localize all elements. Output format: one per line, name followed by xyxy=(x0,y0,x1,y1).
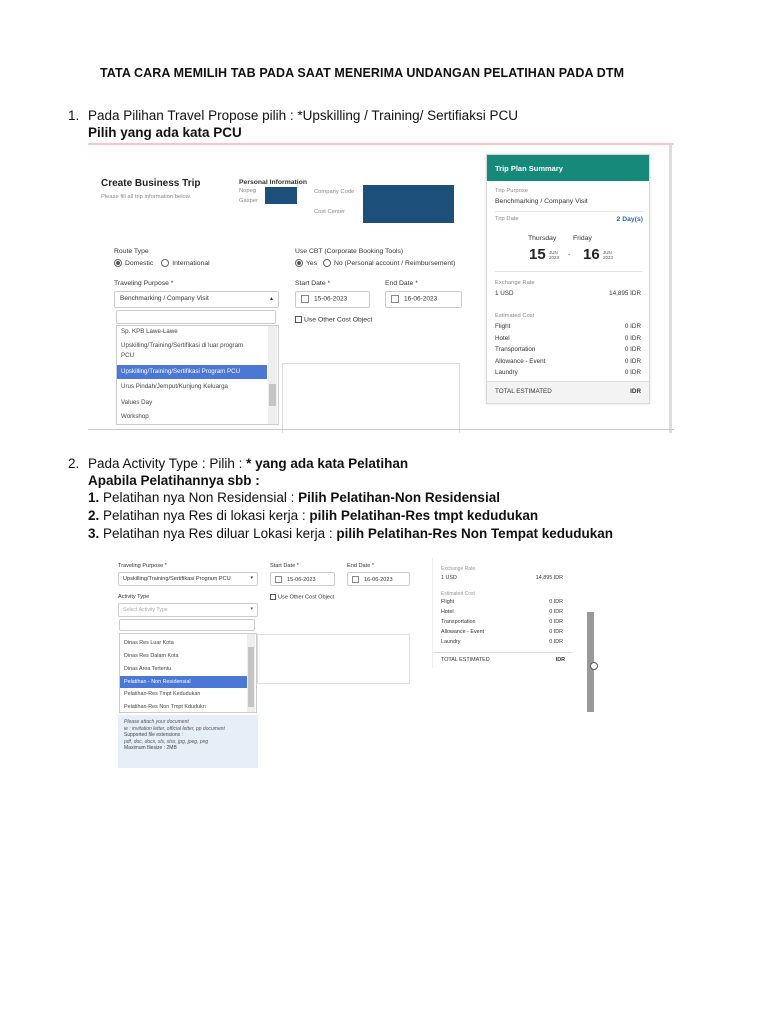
cost-row-flight: Flight 0 IDR xyxy=(495,323,641,330)
dropdown-option[interactable]: Dinas Res Luar Kota xyxy=(124,640,174,646)
route-type-label: Route Type xyxy=(114,248,149,255)
step1-number: 1. xyxy=(68,108,80,123)
step2-item-2: 2. Pelatihan nya Res di lokasi kerja : pilih Pelatihan-Res tmpt kedudukan xyxy=(88,508,539,523)
trip-summary-partial xyxy=(432,558,572,668)
step2-number: 2. xyxy=(68,456,80,471)
cost-row-laundry: Laundry 0 IDR xyxy=(495,369,641,376)
calendar-icon xyxy=(391,295,399,303)
attachment-note: Please attach your document ie : invitation letter, official letter, pp document Supported file extensions : pdf, doc, docx, xls, xlsx, jpg, jpeg, png Maximum filesize : 2MB xyxy=(118,715,258,768)
other-cost-checkbox[interactable] xyxy=(270,594,276,600)
end-date-field[interactable]: 16-06-2023 xyxy=(347,572,410,586)
other-cost-object[interactable]: Use Other Cost Object xyxy=(270,594,334,600)
date-separator: - xyxy=(568,251,571,258)
dropdown-option[interactable]: Sp. KPB Lawe-Lawe xyxy=(121,328,178,335)
trip-plan-summary xyxy=(486,154,650,404)
radio-international[interactable] xyxy=(161,259,169,267)
cost-row-allowance: Allowance - Event 0 IDR xyxy=(441,629,563,635)
redaction-box xyxy=(265,187,297,204)
cost-row-allowance: Allowance - Event 0 IDR xyxy=(495,357,641,365)
page-scrollbar[interactable] xyxy=(669,145,672,433)
dropdown-option[interactable]: Dinas Res Dalam Kota xyxy=(124,653,179,659)
document-title: TATA CARA MEMILIH TAB PADA SAAT MENERIMA UNDANGAN PELATIHAN PADA DTM xyxy=(100,66,625,80)
radio-domestic[interactable] xyxy=(114,259,122,267)
other-cost-checkbox[interactable] xyxy=(295,316,302,323)
cost-row-laundry: Laundry 0 IDR xyxy=(441,639,563,645)
route-type-radios: Domestic International xyxy=(114,259,210,267)
cost-row-transportation: Transportation 0 IDR xyxy=(441,619,563,625)
cost-list xyxy=(495,323,641,381)
total-label: TOTAL ESTIMATED xyxy=(495,388,552,395)
trip-date-label: Trip Date xyxy=(495,216,519,222)
total-row xyxy=(433,652,573,668)
traveling-purpose-label: Traveling Purpose * xyxy=(114,280,174,287)
day1-name: Thursday xyxy=(528,235,557,242)
calendar-icon xyxy=(275,576,282,583)
screenshot-create-business-trip xyxy=(88,143,674,433)
cost-list xyxy=(441,599,563,649)
dropdown-option[interactable]: Pelatihan-Res Tmpt Kedudukan xyxy=(124,691,201,697)
start-date-label: Start Date * xyxy=(270,563,299,569)
calendar-icon xyxy=(352,576,359,583)
end-date-label: End Date * xyxy=(347,563,375,569)
dropdown-option[interactable]: Upskilling/Training/Sertifikasi di luar program xyxy=(121,342,244,349)
attachment-panel xyxy=(282,363,460,433)
caret-down-icon: ▾ xyxy=(250,575,253,581)
dropdown-option[interactable]: Urus Pindah/Jemput/Kunjung Keluarga xyxy=(121,383,228,390)
company-code-label: Company Code xyxy=(314,189,355,195)
dropdown-option[interactable]: Values Day xyxy=(121,399,153,406)
exchange-rate-row: 1 USD 14,895 IDR xyxy=(441,575,563,581)
day1-number: 15 xyxy=(529,246,546,263)
start-date-label: Start Date * xyxy=(295,280,331,287)
radio-cbt-no[interactable] xyxy=(323,259,331,267)
summary-header: Trip Plan Summary xyxy=(487,155,649,181)
total-label: TOTAL ESTIMATED xyxy=(441,657,490,663)
form-subtitle: Please fill all trip information below. xyxy=(101,194,192,200)
divider xyxy=(495,271,643,272)
total-value: IDR xyxy=(555,657,565,663)
divider xyxy=(88,429,674,430)
start-date-field[interactable]: 15-06-2023 xyxy=(295,291,370,308)
start-date-field[interactable]: 15-06-2023 xyxy=(270,572,335,586)
step2-text: Pada Activity Type : Pilih : * yang ada kata Pelatihan xyxy=(88,456,409,471)
step2-subtext: Apabila Pelatihannya sbb : xyxy=(88,473,260,488)
dropdown-scrollbar[interactable] xyxy=(268,326,277,424)
estimated-cost-label: Estimated Cost xyxy=(495,313,535,319)
calendar-icon xyxy=(301,295,309,303)
exchange-rate-label: Exchange Rate xyxy=(495,280,535,286)
cursor-circle-icon xyxy=(590,662,598,670)
cbt-label: Use CBT (Corporate Booking Tools) xyxy=(295,248,404,255)
scrollbar-thumb[interactable] xyxy=(248,647,254,707)
form-title: Create Business Trip xyxy=(101,178,201,189)
day1-month-year: JUN 2023 xyxy=(549,250,560,260)
step1-subtext: Pilih yang ada kata PCU xyxy=(88,125,242,140)
redaction-box xyxy=(363,185,454,223)
other-cost-object[interactable]: Use Other Cost Object xyxy=(295,316,372,323)
day2-number: 16 xyxy=(583,246,600,263)
traveling-purpose-select[interactable]: Upskilling/Training/Sertifikasi Program PCU ▾ xyxy=(118,572,258,586)
activity-type-select[interactable]: Select Activity Type ▾ xyxy=(118,603,258,617)
nopeg-label: Nopeg xyxy=(239,188,257,194)
screenshot-activity-type xyxy=(100,550,598,790)
gasper-label: Gasper xyxy=(239,198,259,204)
activity-type-label: Activity Type xyxy=(118,594,150,600)
dropdown-scrollbar[interactable] xyxy=(247,634,255,712)
step2-item-3: 3. Pelatihan nya Res diluar Lokasi kerja : pilih Pelatihan-Res Non Tempat kedudukan xyxy=(88,526,613,541)
dropdown-option-continued[interactable]: PCU xyxy=(121,352,135,359)
activity-search-input[interactable] xyxy=(119,619,255,631)
dropdown-option[interactable]: Pelatihan-Res Non Tmpt Kdudukn xyxy=(124,704,206,710)
caret-up-icon: ▴ xyxy=(269,296,273,302)
exchange-rate-row: 1 USD 14,895 IDR xyxy=(495,290,641,297)
divider xyxy=(495,211,643,212)
day2-month-year: JUN 2023 xyxy=(603,250,614,260)
trip-purpose-value: Benchmarking / Company Visit xyxy=(495,198,588,205)
caret-down-icon: ▾ xyxy=(250,606,253,612)
radio-cbt-yes[interactable] xyxy=(295,259,303,267)
traveling-purpose-select[interactable]: Benchmarking / Company Visit ▴ xyxy=(114,291,279,308)
trip-purpose-label: Trip Purpose xyxy=(495,188,528,194)
day2-name: Friday xyxy=(573,235,592,242)
end-date-field[interactable]: 16-06-2023 xyxy=(385,291,462,308)
dropdown-option-selected[interactable]: Upskilling/Training/Sertifikasi Program PCU xyxy=(117,365,267,379)
total-value: IDR xyxy=(630,388,641,395)
estimated-cost-label: Estimated Cost xyxy=(441,591,475,597)
dropdown-option-selected[interactable]: Pelatihan - Non Residensial xyxy=(120,676,248,688)
cost-row-transportation: Transportation 0 IDR xyxy=(495,346,641,353)
traveling-purpose-dropdown xyxy=(116,325,279,425)
attachment-panel xyxy=(257,634,410,684)
exchange-rate-label: Exchange Rate xyxy=(441,566,476,572)
step2-item-1: 1. Pelatihan nya Non Residensial : Pilih Pelatihan-Non Residensial xyxy=(88,490,500,505)
traveling-purpose-label: Traveling Purpose * xyxy=(118,563,167,569)
total-row xyxy=(487,381,649,403)
trip-days: 2 Day(s) xyxy=(616,216,643,223)
cost-row-hotel: Hotel 0 IDR xyxy=(441,609,563,615)
personal-info-heading: Personal Information xyxy=(239,179,307,186)
cost-row-flight: Flight 0 IDR xyxy=(441,599,563,605)
dropdown-option[interactable]: Dinas Area Tertentu xyxy=(124,666,172,672)
step1-text: Pada Pilihan Travel Propose pilih : *Upskilling / Training/ Sertifiaksi PCU xyxy=(88,108,518,123)
dropdown-option[interactable]: Workshop xyxy=(121,413,149,420)
cbt-radios: Yes No (Personal account / Reimbursement) xyxy=(295,259,455,267)
cost-center-label: Cost Center xyxy=(314,209,345,215)
cost-row-hotel: Hotel 0 IDR xyxy=(495,334,641,342)
scrollbar-thumb[interactable] xyxy=(269,384,276,406)
activity-type-dropdown xyxy=(119,633,257,713)
end-date-label: End Date * xyxy=(385,280,418,287)
dropdown-search-input[interactable] xyxy=(116,310,276,324)
